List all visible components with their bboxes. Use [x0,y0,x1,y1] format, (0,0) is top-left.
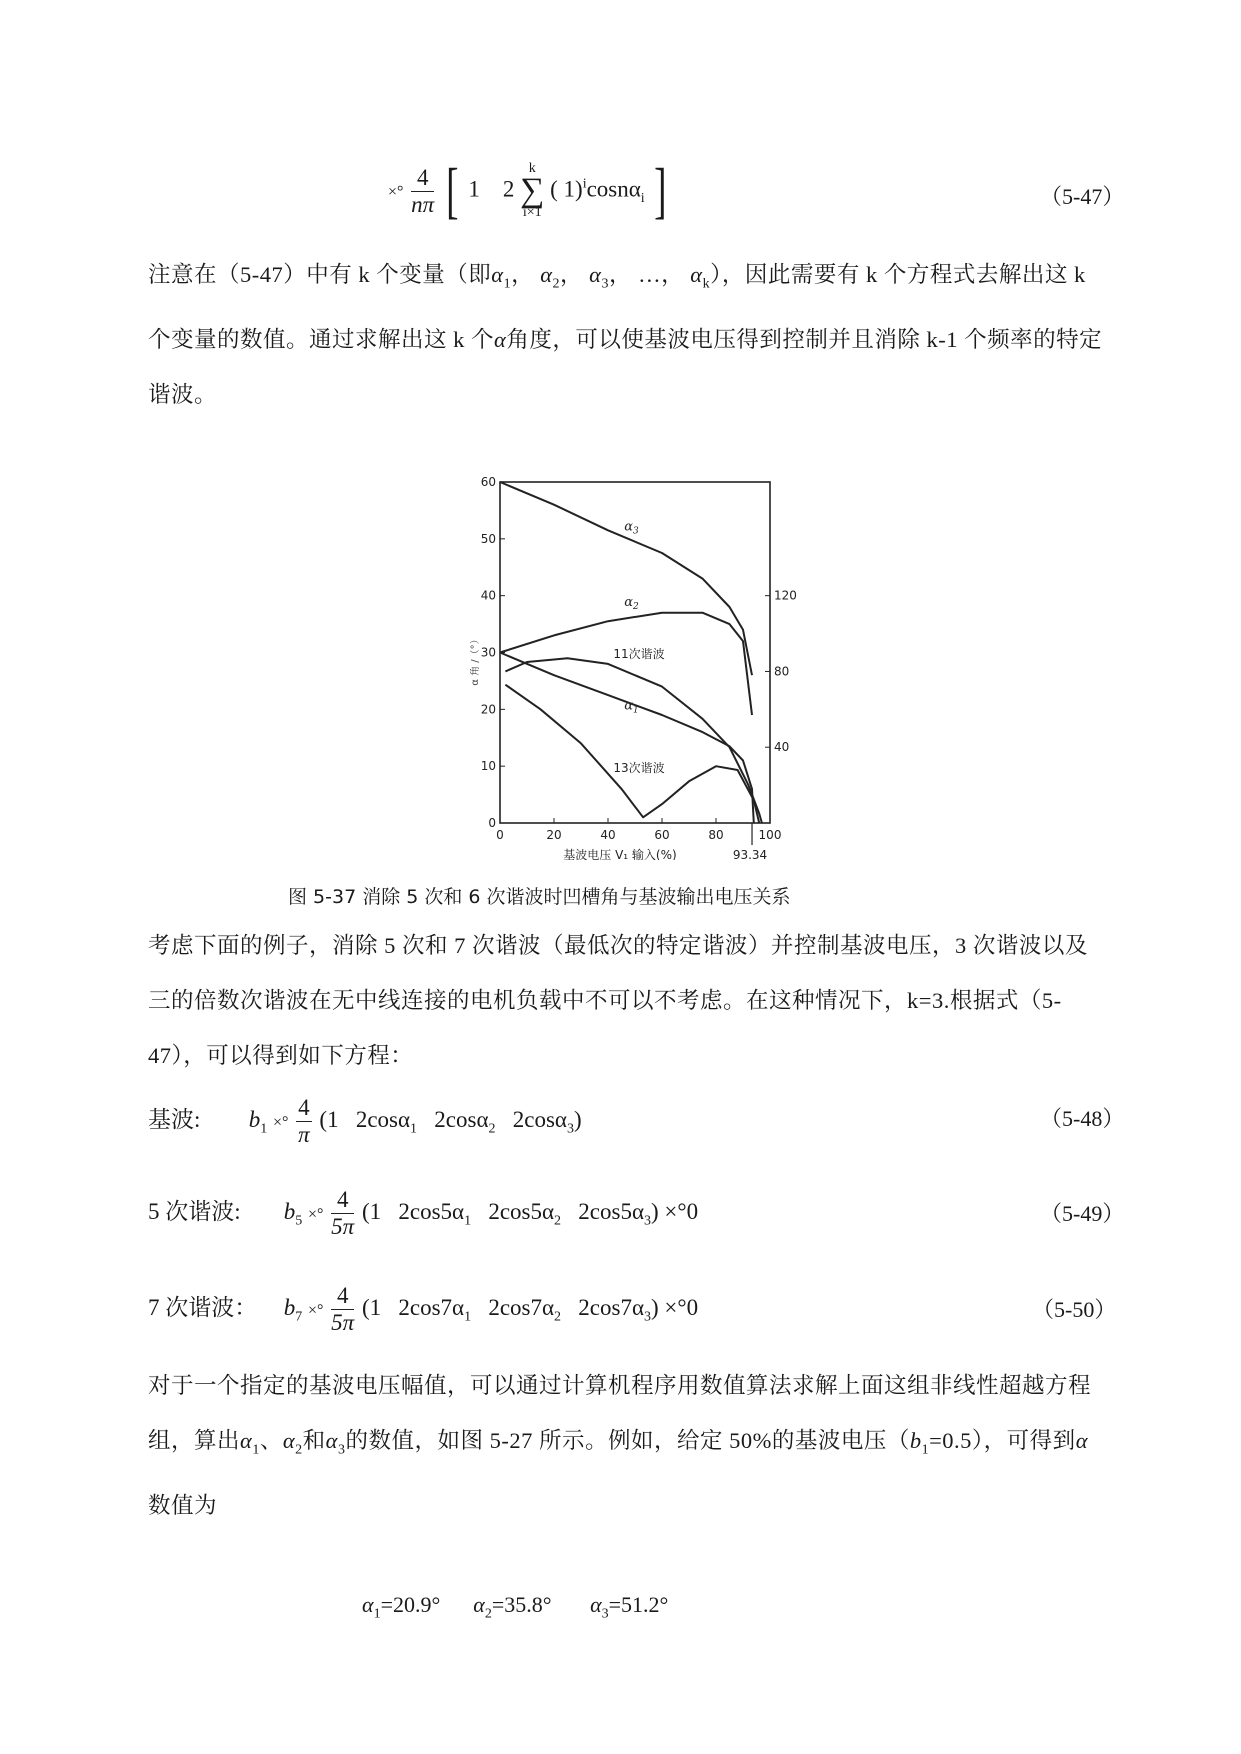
y-axis-label: α 角 /（°） [470,634,481,686]
y-tick-label-50: 50 [480,531,496,546]
y2-tick-label-80: 80 [774,664,790,679]
equation-number-5-50: （5-50） [1032,1297,1117,1322]
y-tick-label-0: 0 [488,816,496,830]
x-tick-label-40: 40 [600,828,616,842]
series-label-h11: 11次谐波 [613,647,665,662]
paragraph-2: 考虑下面的例子，消除 5 次和 7 次谐波（最低次的特定谐波）并控制基波电压，3 次谐波以及三的倍数次谐波在无中线连接的电机负载中不可以不考虑。在这种情况下，k=3.根据式（5-47），可以得到如下方程： [148,933,1088,1068]
paragraph-3: 对于一个指定的基波电压幅值，可以通过计算机程序用数值算法求解上面这组非线性超越方程组，算出$\alpha_1$、$\alpha_2$和$\alpha_3$的数值，如图 5-27 所示。例如，给定 50%的基波电压$(b_1=0.5)$，可得到α数值为 [148,1373,1092,1518]
y-tick-label-40: 40 [480,588,496,603]
result-values: $\alpha_1=20.9^\circ$ $\alpha_2=35.8^\circ$ $\alpha_3=51.2^\circ$ [362,1592,669,1622]
x-tick-label-0: 0 [496,828,504,842]
x-tick-label-80: 80 [708,828,724,842]
equation-5-47: ×° $\frac{4}{n\pi}$ [ 1 2 k ∑ i×1 ( 1)$^i$cosnα$_i$ ] [388,157,667,225]
x-tick-label-20: 20 [546,828,562,842]
eq-fraction: $\frac{4}{n\pi}$ [411,164,435,217]
series-label-a1: $\alpha_1$ [624,698,639,716]
series-label-a2: $\alpha_2$ [624,594,639,612]
equation-number-5-49: （5-49） [1040,1201,1125,1226]
figure-caption: 图 5-37 消除 5 次和 6 次谐波时凹槽角与基波输出电压关系 [288,886,791,908]
equation-5-49: 5 次谐波: $b_5$ ×° $\frac{4}{5\pi}$ (1 $2\cos 5\alpha_1$ $2\cos 5\alpha_2$ $2\cos 5\alpha_3) \times^\circ 0$ [148,1187,699,1239]
series-label-a3: $\alpha_3$ [624,519,639,537]
series-label-h13: 13次谐波 [613,760,665,775]
y-tick-label-60: 60 [480,475,496,489]
notch-angle-chart [470,470,800,860]
y-tick-label-10: 10 [480,759,496,774]
y-tick-label-30: 30 [480,645,496,660]
x-marker-label: 93.34 [732,848,768,860]
equation-number-5-48: （5-48） [1040,1106,1125,1131]
sum-symbol: k ∑ i×1 [520,161,545,220]
eq-mark: ×° [388,183,404,201]
equation-5-48: 基波: $b_1$ ×° $\frac{4}{\pi}$ (1 2cosα$_1$ 2cosα$_2$ 2cosα$_3$) [148,1095,582,1147]
equation-5-50: 7 次谐波： $b_7$ ×° $\frac{4}{5\pi}$ (1 $2\cos 7\alpha_1$ $2\cos 7\alpha_2$ $2\cos 7\alpha_3) \times^\circ 0$ [148,1283,699,1335]
series-line-3 [505,658,762,823]
equation-number-5-47: （5-47） [1040,184,1125,209]
x-axis-label: 基波电压 V₁ 输入(%) [563,848,677,860]
y-tick-label-20: 20 [480,702,496,717]
y2-tick-label-40: 40 [774,740,790,755]
x-tick-label-60: 60 [654,828,670,842]
y2-tick-label-120: 120 [774,588,797,603]
x-tick-label-100: 100 [758,828,782,842]
paragraph-1: 注意在（5-47）中有 k 个变量（即$\alpha_1$， $\alpha_2$， $\alpha_3$， …， $\alpha_k$），因此需要有 k 个方程式去解出这 k 个变量的数值。通过求解出这 k 个α角度，可以使基波电压得到控制并且消除 k-1 个频率的特定谐波。 [148,262,1103,407]
